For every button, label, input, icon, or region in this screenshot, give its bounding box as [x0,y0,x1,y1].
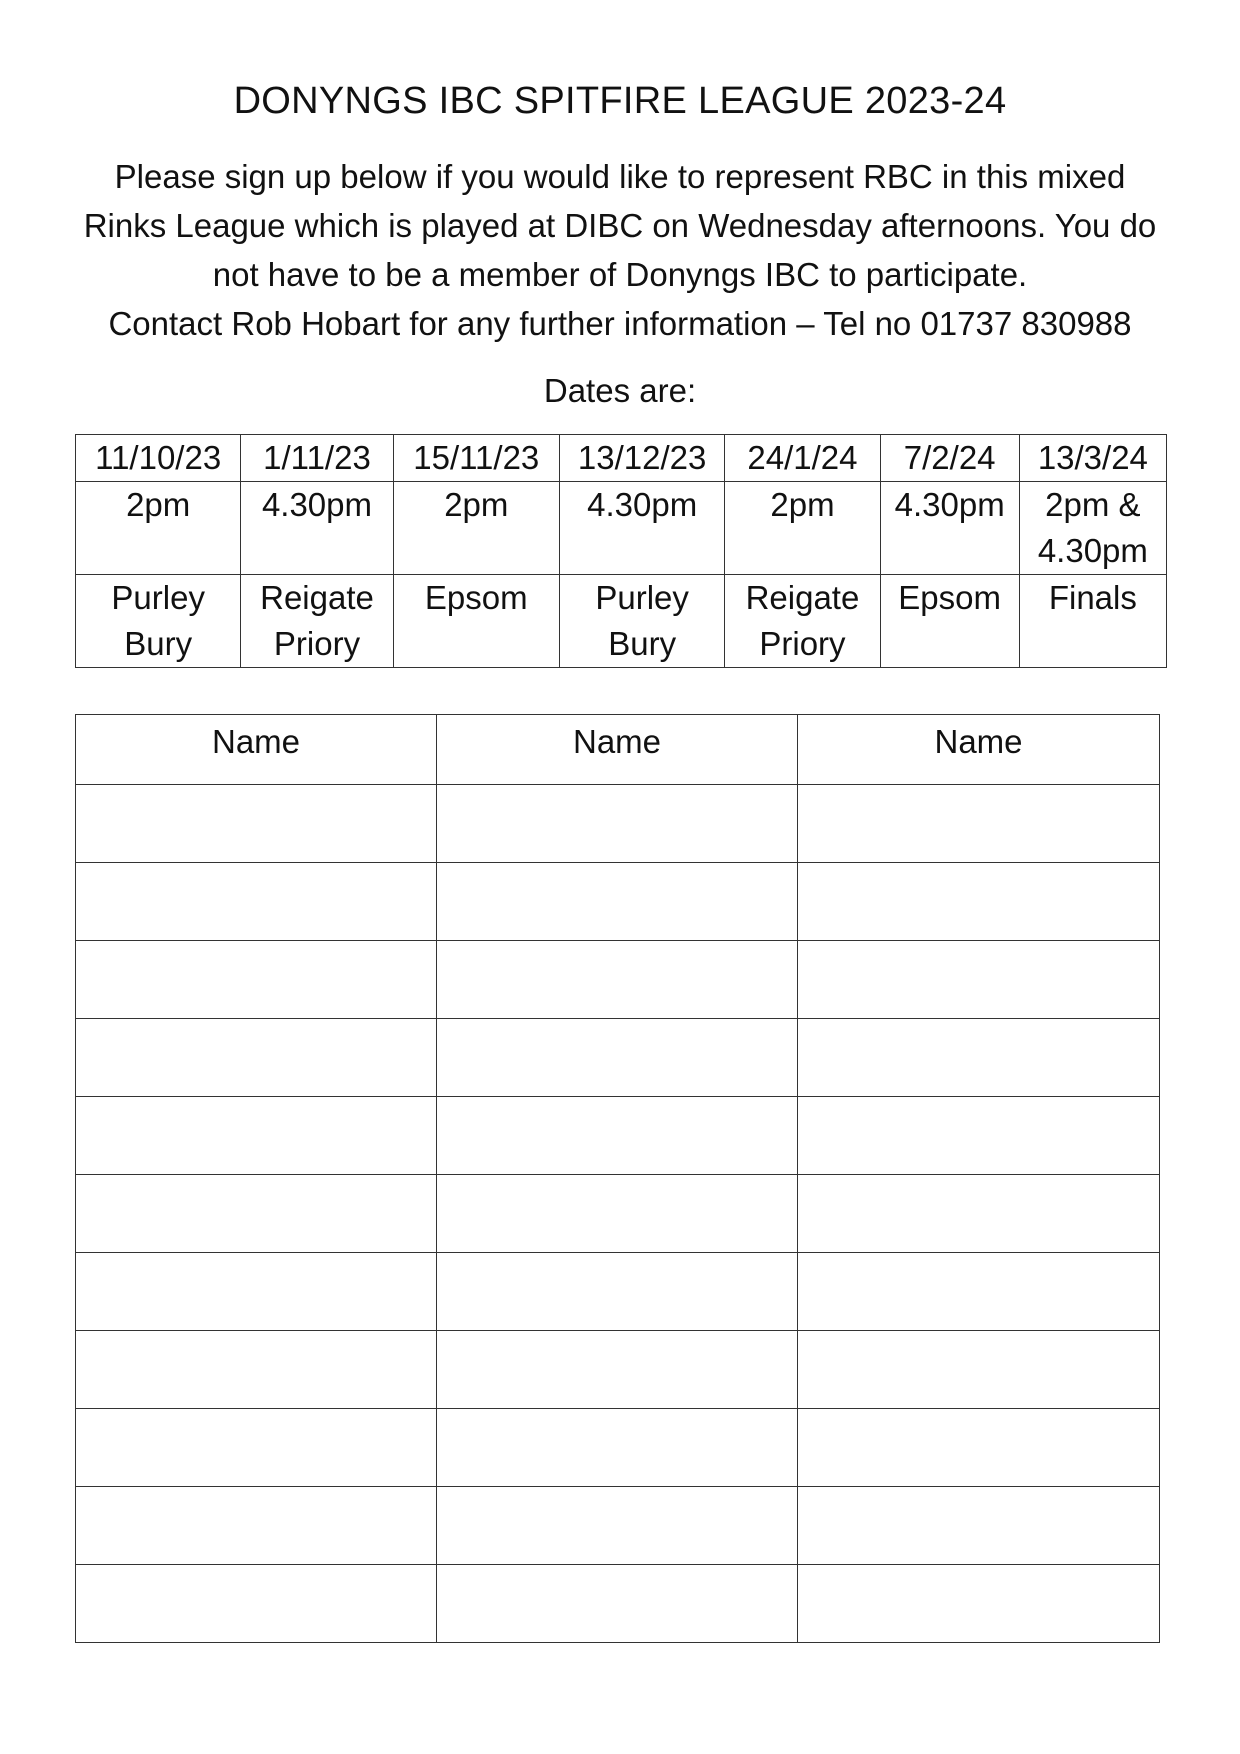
fixture-venue-text: Reigate [260,579,374,616]
name-entry-cell[interactable] [76,1409,437,1487]
fixture-cell [241,575,393,668]
signup-table [75,714,1160,1643]
fixture-venue-text: Purley [111,579,205,616]
fixture-date-text: 11/10/23 [95,439,222,476]
fixture-venue-text: Bury [608,625,677,662]
fixture-date-text: 1/11/23 [263,439,371,476]
fixture-cell [559,575,724,668]
name-entry-cell[interactable] [76,785,437,863]
fixture-time-text: 2pm [444,486,509,523]
fixture-cell [76,435,241,482]
name-column-header: Name [437,715,798,785]
name-entry-cell[interactable] [437,941,798,1019]
fixture-time-text: 2pm & [1045,486,1141,523]
name-entry-cell[interactable] [437,1019,798,1097]
fixture-time-text: 2pm [770,486,835,523]
fixture-venue-text: Epsom [424,579,528,616]
fixture-date-text: 13/12/23 [577,439,707,476]
fixture-cell [880,575,1019,668]
name-entry-cell[interactable] [437,785,798,863]
name-entry-cell[interactable] [798,941,1160,1019]
name-entry-cell[interactable] [437,1097,798,1175]
signup-row [76,1565,1160,1643]
intro-paragraph [60,152,1180,348]
signup-row [76,863,1160,941]
intro-line: Rinks League which is played at DIBC on Wednesday afternoons. You do [83,207,1157,244]
name-column-header: Name [76,715,437,785]
name-entry-cell[interactable] [76,941,437,1019]
signup-row [76,785,1160,863]
name-entry-cell[interactable] [437,1253,798,1331]
name-entry-cell[interactable] [437,1175,798,1253]
fixture-venue-text: Finals [1048,579,1137,616]
signup-row [76,941,1160,1019]
signup-row [76,1019,1160,1097]
fixture-venue-text: Epsom [898,579,1002,616]
fixture-cell [76,575,241,668]
fixture-date-text: 13/3/24 [1037,439,1148,476]
signup-row [76,1097,1160,1175]
fixture-venue-text: Purley [595,579,689,616]
name-entry-cell[interactable] [798,785,1160,863]
fixture-cell [241,435,393,482]
name-entry-cell[interactable] [76,1097,437,1175]
page-title: DONYNGS IBC SPITFIRE LEAGUE 2023-24 [233,80,1007,122]
name-entry-cell[interactable] [798,1487,1160,1565]
signup-row [76,1175,1160,1253]
name-entry-cell[interactable] [437,1487,798,1565]
name-entry-cell[interactable] [76,863,437,941]
signup-row [76,1487,1160,1565]
fixture-times-row [76,482,1167,575]
dates-heading: Dates are: [543,372,697,409]
name-entry-cell[interactable] [798,1331,1160,1409]
signup-row [76,1253,1160,1331]
fixture-time-text: 4.30pm [894,486,1005,523]
name-entry-cell[interactable] [76,1253,437,1331]
name-entry-cell[interactable] [437,1331,798,1409]
fixture-cell [393,435,559,482]
name-entry-cell[interactable] [76,1019,437,1097]
signup-row [76,1409,1160,1487]
fixture-time-text: 4.30pm [261,486,373,523]
name-entry-cell[interactable] [437,1409,798,1487]
name-entry-cell[interactable] [798,1565,1160,1643]
fixture-time-text: 4.30pm [587,486,698,523]
fixture-time-text: 2pm [126,486,191,523]
name-entry-cell[interactable] [76,1565,437,1643]
fixture-cell [393,575,559,668]
fixture-cell [1019,482,1166,575]
fixture-cell [725,575,880,668]
fixture-date-text: 24/1/24 [747,439,858,476]
name-entry-cell[interactable] [76,1331,437,1409]
fixture-date-text: 15/11/23 [413,439,540,476]
name-column-header: Name [798,715,1160,785]
name-entry-cell[interactable] [798,1019,1160,1097]
fixture-date-text: 7/2/24 [903,439,996,476]
name-entry-cell[interactable] [437,1565,798,1643]
signup-row [76,1331,1160,1409]
fixture-cell [559,482,724,575]
fixture-dates-row [76,435,1167,482]
fixture-venue-text: Priory [759,625,846,662]
fixture-venue-text: Reigate [745,579,860,616]
name-entry-cell[interactable] [798,1253,1160,1331]
name-entry-cell[interactable] [437,863,798,941]
fixture-venue-text: Bury [124,625,193,662]
fixture-cell [241,482,393,575]
fixture-time-text: 4.30pm [1037,532,1148,569]
fixture-cell [393,482,559,575]
fixture-cell [725,482,880,575]
name-entry-cell[interactable] [798,863,1160,941]
fixture-cell [559,435,724,482]
name-entry-cell[interactable] [798,1409,1160,1487]
contact-line: Contact Rob Hobart for any further information – Tel no 01737 830988 [108,305,1132,342]
fixture-cell [1019,435,1166,482]
name-entry-cell[interactable] [76,1487,437,1565]
fixture-venues-row [76,575,1167,668]
fixture-cell [76,482,241,575]
signup-header-row [76,715,1160,785]
name-entry-cell[interactable] [76,1175,437,1253]
fixtures-table [75,434,1167,668]
name-entry-cell[interactable] [798,1175,1160,1253]
fixture-cell [1019,575,1166,668]
fixture-cell [880,435,1019,482]
fixture-venue-text: Priory [273,625,361,662]
intro-line: Please sign up below if you would like to represent RBC in this mixed [114,158,1126,195]
fixture-cell [880,482,1019,575]
intro-line: not have to be a member of Donyngs IBC to participate. [212,256,1028,293]
name-entry-cell[interactable] [798,1097,1160,1175]
fixture-cell [725,435,880,482]
